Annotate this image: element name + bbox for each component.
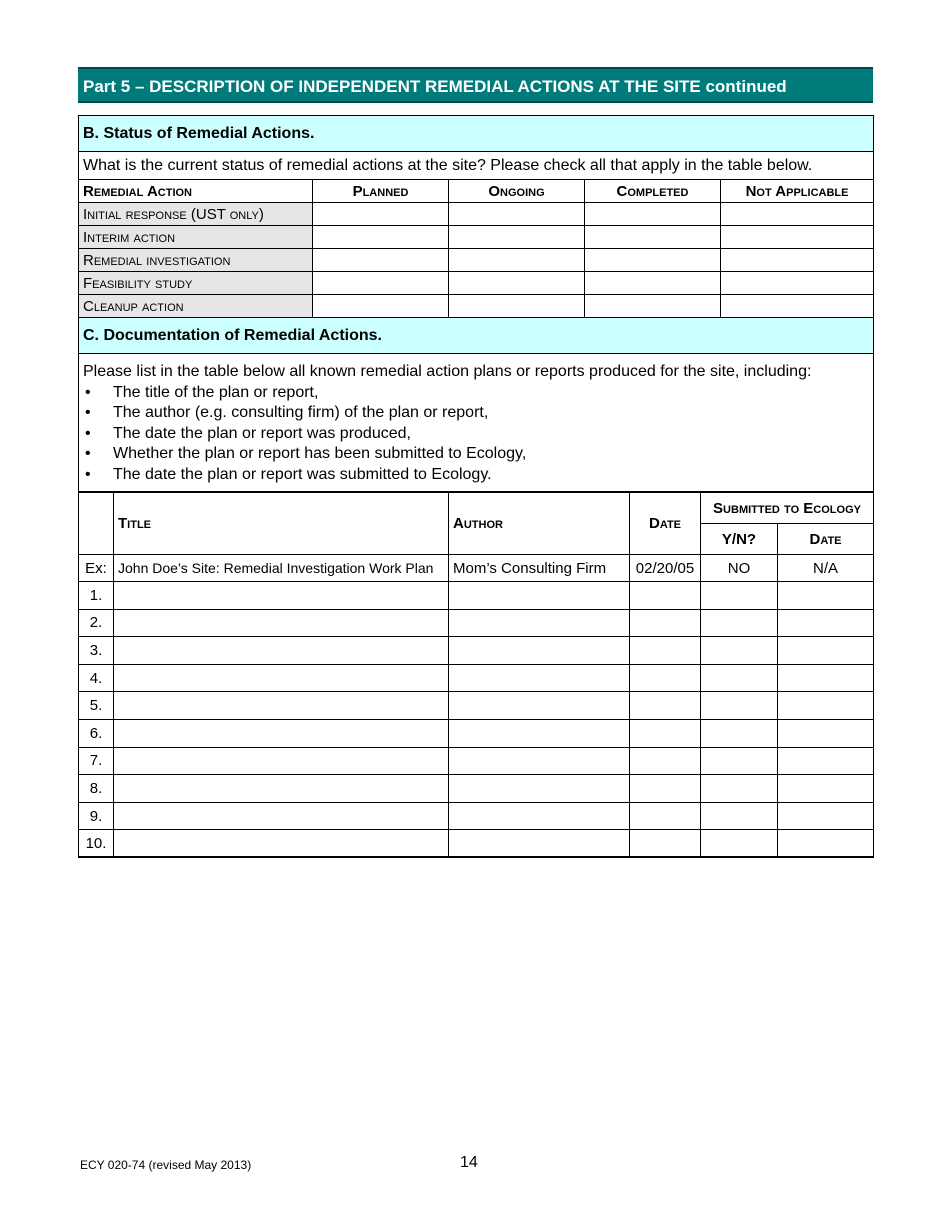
action-label: Initial response (UST only) [79,203,313,226]
action-label: Interim action [79,226,313,249]
title-cell[interactable] [114,692,449,720]
action-label: Cleanup action [79,295,313,318]
planned-cell[interactable] [313,203,449,226]
title-cell[interactable] [114,582,449,610]
author-cell[interactable] [449,775,630,803]
author-cell[interactable] [449,664,630,692]
col-remedial-action: Remedial Action [79,180,313,203]
example-row [79,555,874,582]
example-label: Ex: [79,555,114,582]
part-header: Part 5 – DESCRIPTION OF INDEPENDENT REMEDIAL ACTIONS AT THE SITE continued [78,67,873,103]
date-cell[interactable] [630,802,701,830]
col-author: Author [449,493,630,555]
completed-cell[interactable] [585,295,721,318]
yn-cell[interactable] [701,830,778,858]
bullet-item: • The date the plan or report was produced, [83,424,869,445]
bullet-item: • The author (e.g. consulting firm) of the plan or report, [83,403,869,424]
ongoing-cell[interactable] [449,295,585,318]
bullet-item: • The title of the plan or report, [83,383,869,404]
documentation-table [78,492,874,858]
table-row [79,830,874,858]
sub-date-cell[interactable] [778,719,874,747]
table-row [79,637,874,665]
row-number: 3. [79,637,114,665]
author-cell[interactable] [449,719,630,747]
date-cell[interactable] [630,747,701,775]
status-header-row [79,180,874,203]
date-cell[interactable] [630,719,701,747]
status-table [78,115,874,492]
col-submitted: Submitted to Ecology [701,493,874,524]
table-row [79,802,874,830]
yn-cell[interactable] [701,747,778,775]
title-cell[interactable] [114,775,449,803]
ongoing-cell[interactable] [449,249,585,272]
date-cell[interactable] [630,582,701,610]
completed-cell[interactable] [585,272,721,295]
sub-date-cell[interactable] [778,802,874,830]
not-applicable-cell[interactable] [721,203,874,226]
date-cell[interactable] [630,637,701,665]
row-number: 10. [79,830,114,858]
row-number: 1. [79,582,114,610]
doc-header-row [79,493,874,524]
author-cell[interactable] [449,692,630,720]
date-cell[interactable] [630,692,701,720]
form-id: ECY 020-74 (revised May 2013) [80,1158,252,1172]
status-row [79,295,874,318]
table-row [79,775,874,803]
date-cell[interactable] [630,664,701,692]
ongoing-cell[interactable] [449,203,585,226]
section-c-intro [79,354,874,492]
title-cell[interactable] [114,609,449,637]
table-row [79,582,874,610]
bullet-list [83,383,869,486]
yn-cell[interactable] [701,582,778,610]
author-cell[interactable] [449,609,630,637]
planned-cell[interactable] [313,226,449,249]
planned-cell[interactable] [313,272,449,295]
col-not-applicable: Not Applicable [721,180,874,203]
status-row [79,203,874,226]
intro-text: Please list in the table below all known remedial action plans or reports produced for the site, including: [83,363,812,380]
yn-cell[interactable] [701,609,778,637]
row-number: 8. [79,775,114,803]
row-number: 9. [79,802,114,830]
yn-cell[interactable] [701,775,778,803]
section-c-title: C. Documentation of Remedial Actions. [79,318,874,354]
table-row [79,664,874,692]
example-sub-date: N/A [778,555,874,582]
planned-cell[interactable] [313,249,449,272]
col-title: Title [114,493,449,555]
title-cell[interactable] [114,664,449,692]
yn-cell[interactable] [701,637,778,665]
bullet-item: • Whether the plan or report has been submitted to Ecology, [83,444,869,465]
example-date: 02/20/05 [630,555,701,582]
example-yn: NO [701,555,778,582]
row-number: 4. [79,664,114,692]
sub-date-cell[interactable] [778,582,874,610]
sub-date-cell[interactable] [778,775,874,803]
sub-date-cell[interactable] [778,747,874,775]
row-number: 5. [79,692,114,720]
example-author: Mom’s Consulting Firm [449,555,630,582]
title-cell[interactable] [114,830,449,858]
author-cell[interactable] [449,830,630,858]
col-completed: Completed [585,180,721,203]
sub-date-cell[interactable] [778,637,874,665]
status-row [79,249,874,272]
completed-cell[interactable] [585,249,721,272]
title-cell[interactable] [114,747,449,775]
col-sub-date: Date [778,524,874,555]
section-b-title: B. Status of Remedial Actions. [79,116,874,152]
title-cell[interactable] [114,719,449,747]
completed-cell[interactable] [585,226,721,249]
title-cell[interactable] [114,802,449,830]
action-label: Feasibility study [79,272,313,295]
planned-cell[interactable] [313,295,449,318]
author-cell[interactable] [449,747,630,775]
yn-cell[interactable] [701,719,778,747]
col-date: Date [630,493,701,555]
example-title: John Doe’s Site: Remedial Investigation Work Plan [114,555,449,582]
not-applicable-cell[interactable] [721,272,874,295]
not-applicable-cell[interactable] [721,226,874,249]
ongoing-cell[interactable] [449,272,585,295]
date-cell[interactable] [630,830,701,858]
yn-cell[interactable] [701,664,778,692]
section-b-question: What is the current status of remedial actions at the site? Please check all that apply in the table below. [79,152,874,180]
form-page [78,67,873,858]
table-row [79,747,874,775]
row-number: 2. [79,609,114,637]
table-row [79,692,874,720]
row-number: 7. [79,747,114,775]
completed-cell[interactable] [585,203,721,226]
status-row [79,226,874,249]
yn-cell[interactable] [701,692,778,720]
table-row [79,719,874,747]
sub-date-cell[interactable] [778,830,874,858]
author-cell[interactable] [449,582,630,610]
action-label: Remedial investigation [79,249,313,272]
bullet-item: • The date the plan or report was submitted to Ecology. [83,465,869,486]
col-ongoing: Ongoing [449,180,585,203]
not-applicable-cell[interactable] [721,249,874,272]
date-cell[interactable] [630,775,701,803]
col-planned: Planned [313,180,449,203]
number-header [79,493,114,555]
title-cell[interactable] [114,637,449,665]
author-cell[interactable] [449,637,630,665]
sub-date-cell[interactable] [778,664,874,692]
not-applicable-cell[interactable] [721,295,874,318]
sub-date-cell[interactable] [778,609,874,637]
status-row [79,272,874,295]
col-yn: Y/N? [701,524,778,555]
yn-cell[interactable] [701,802,778,830]
ongoing-cell[interactable] [449,226,585,249]
sub-date-cell[interactable] [778,692,874,720]
page-number: 14 [460,1154,478,1171]
table-row [79,609,874,637]
date-cell[interactable] [630,609,701,637]
row-number: 6. [79,719,114,747]
author-cell[interactable] [449,802,630,830]
